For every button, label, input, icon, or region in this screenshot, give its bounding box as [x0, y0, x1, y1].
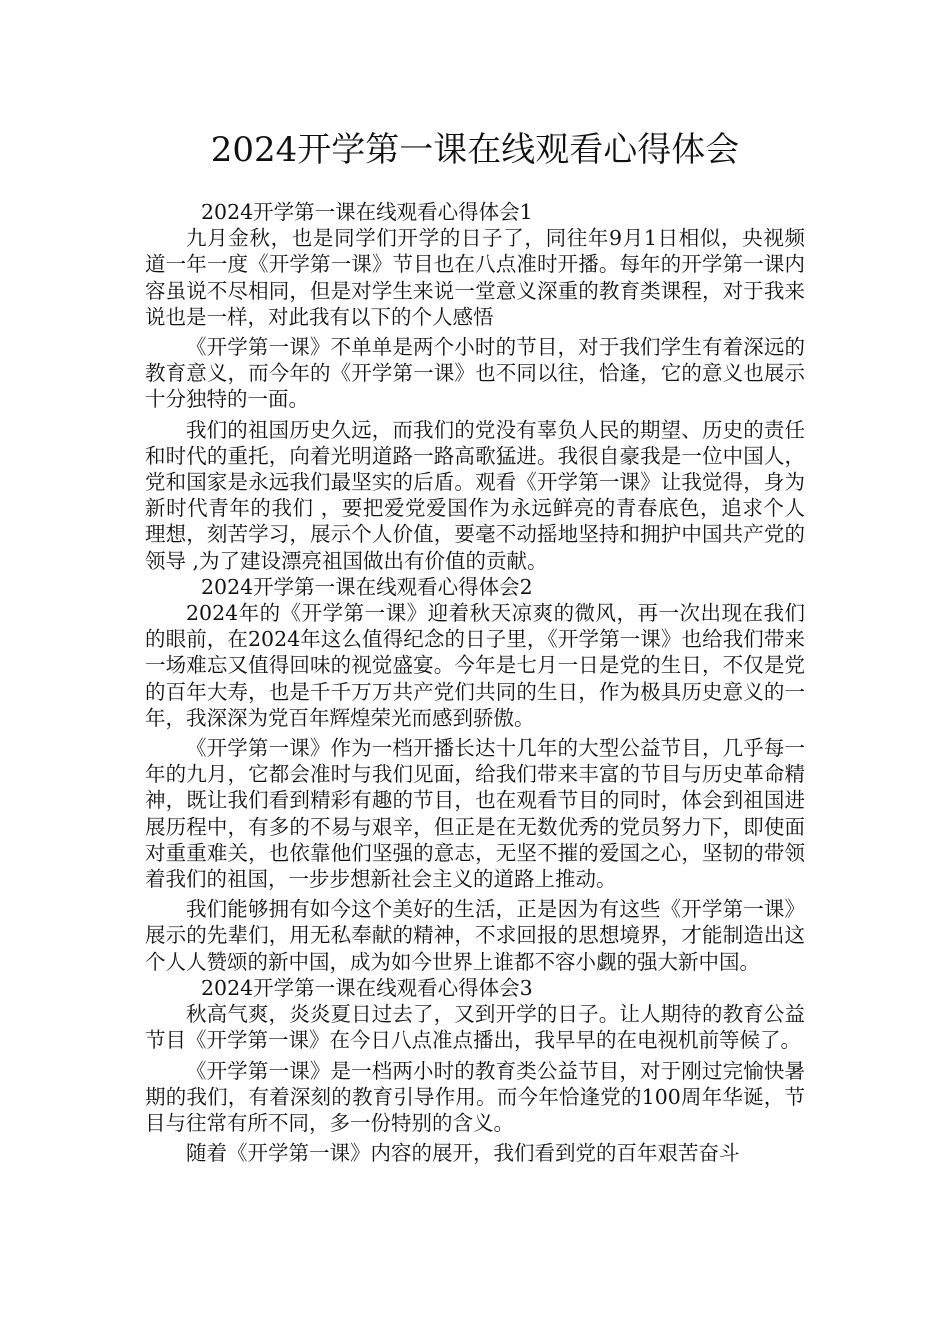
paragraph: 九月金秋，也是同学们开学的日子了，同往年9月1日相似，央视频道一年一度《开学第一课》节目也在八点准时开播。每年的开学第一课内容虽说不尽相同，但是对学生来说一堂意义深重的教育类课程，对于我来说也是一样，对此我有以下的个人感悟: [145, 226, 805, 329]
section-heading-2: 2024开学第一课在线观看心得体会2: [201, 574, 533, 599]
paragraph: 秋高气爽，炎炎夏日过去了，又到开学的日子。让人期待的教育公益节目《开学第一课》在今日八点准点播出，我早早的在电视机前等候了。: [145, 1002, 805, 1053]
paragraph: 《开学第一课》不单单是两个小时的节目，对于我们学生有着深远的教育意义，而今年的《开学第一课》也不同以往，恰逢，它的意义也展示十分独特的一面。: [145, 335, 805, 412]
paragraph: 我们能够拥有如今这个美好的生活，正是因为有这些《开学第一课》展示的先辈们，用无私奉献的精神，不求回报的思想境界，才能制造出这个人人赞颂的新中国，成为如今世界上谁都不容小觑的强大新中国。: [145, 897, 805, 974]
section-heading-3: 2024开学第一课在线观看心得体会3: [201, 975, 533, 1000]
paragraph: 《开学第一课》是一档两小时的教育类公益节目，对于刚过完愉快暑期的我们，有着深刻的教育引导作用。而今年恰逢党的100周年华诞，节目与往常有所不同，多一份特别的含义。: [145, 1058, 805, 1135]
section-heading-1: 2024开学第一课在线观看心得体会1: [201, 200, 533, 224]
document-title: 2024开学第一课在线观看心得体会: [210, 130, 740, 170]
paragraph: 随着《开学第一课》内容的展开，我们看到党的百年艰苦奋斗: [186, 1141, 740, 1166]
paragraph: 2024年的《开学第一课》迎着秋天凉爽的微风，再一次出现在我们的眼前，在2024年这么值得纪念的日子里，《开学第一课》也给我们带来一场难忘又值得回味的视觉盛宴。今年是七月一日是党的生日，不仅是党的百年大寿，也是千千万万共产党们共同的生日，作为极具历史意义的一年，我深深为党百年辉煌荣光而感到骄傲。: [145, 601, 805, 730]
paragraph: 我们的祖国历史久远，而我们的党没有辜负人民的期望、历史的责任和时代的重托，向着光明道路一路高歌猛进。我很自豪我是一位中国人，党和国家是永远我们最坚实的后盾。观看《开学第一课》让我觉得，身为新时代青年的我们 ，要把爱党爱国作为永远鲜亮的青春底色，追求个人理想，刻苦学习，展示个人价值，要毫不动摇地坚持和拥护中国共产党的领导 ,为了建设漂亮祖国做出有价值的贡献。: [145, 417, 805, 573]
document-body: [145, 199, 805, 1166]
paragraph: 《开学第一课》作为一档开播长达十几年的大型公益节目，几乎每一年的九月，它都会准时与我们见面，给我们带来丰富的节目与历史革命精神，既让我们看到精彩有趣的节目，也在观看节目的同时，体会到祖国进展历程中，有多的不易与艰辛，但正是在无数优秀的党员努力下，即使面对重重难关，也依靠他们坚强的意志，无坚不摧的爱国之心，坚韧的带领着我们的祖国，一步步想新社会主义的道路上推动。: [145, 736, 805, 892]
